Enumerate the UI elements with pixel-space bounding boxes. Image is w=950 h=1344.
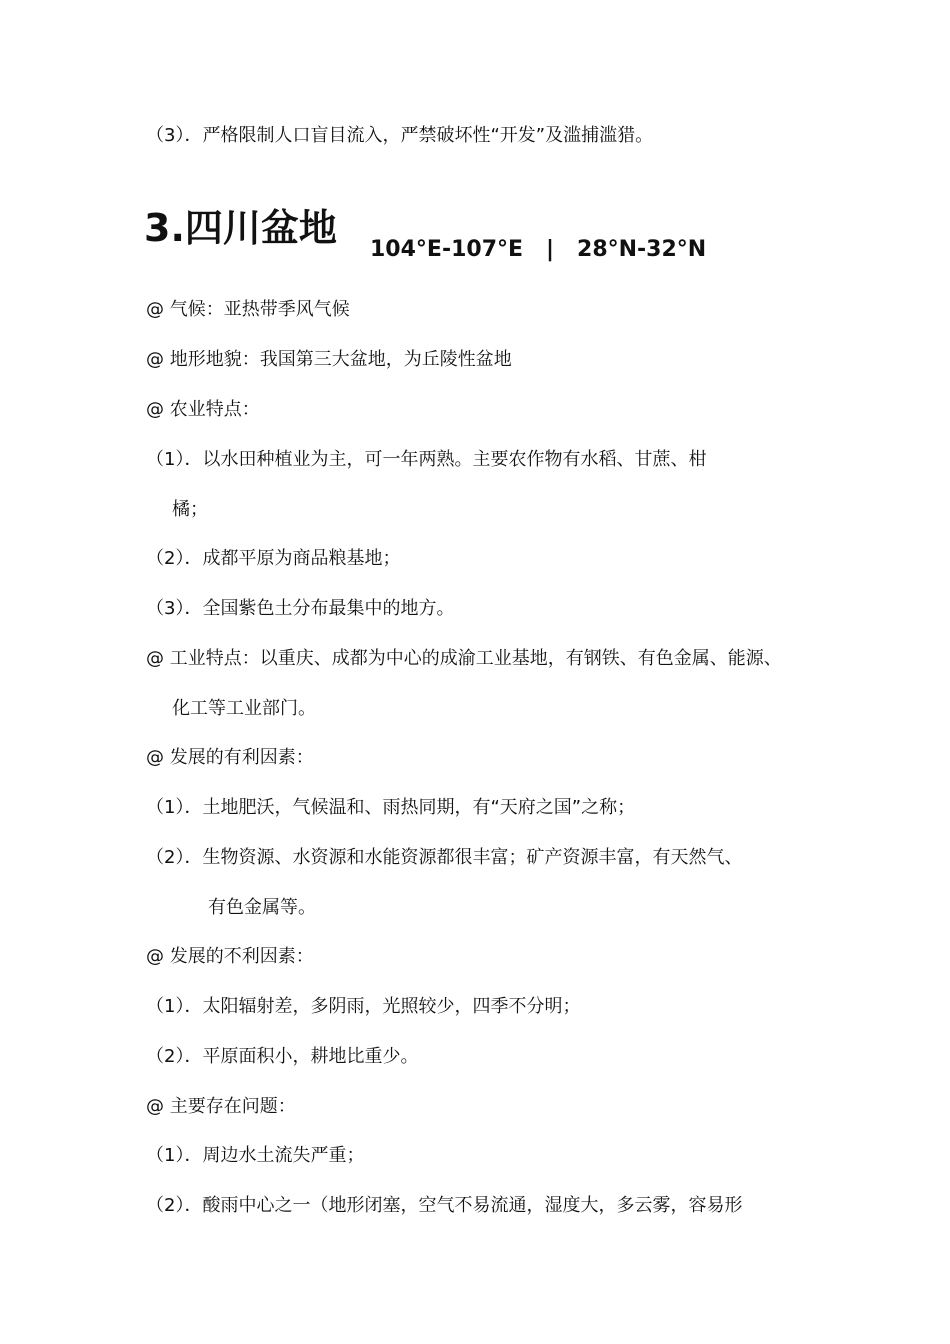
problem-item-1: （1）．周边水土流失严重； (146, 1145, 365, 1166)
agriculture-item-2: （2）．成都平原为商品粮基地； (146, 548, 401, 569)
disadvantage-item-2: （2）．平原面积小，耕地比重少。 (146, 1046, 419, 1067)
climate-line: @ 气候：亚热带季风气候 (146, 299, 350, 320)
problems-heading: @ 主要存在问题： (146, 1096, 296, 1117)
terrain-line: @ 地形地貌：我国第三大盆地，为丘陵性盆地 (146, 349, 512, 370)
agriculture-item-3: （3）．全国紫色土分布最集中的地方。 (146, 598, 455, 619)
advantage-item-2: （2）．生物资源、水资源和水能资源都很丰富；矿产资源丰富，有天然气、 (146, 847, 743, 868)
agriculture-item-1-cont: 橘； (172, 499, 208, 520)
agriculture-item-1: （1）．以水田种植业为主，可一年两熟。主要农作物有水稻、甘蔗、柑 (146, 449, 707, 470)
advantages-heading: @ 发展的有利因素： (146, 747, 314, 768)
problem-item-2: （2）．酸雨中心之一（地形闭塞，空气不易流通，湿度大，多云雾，容易形 (146, 1195, 743, 1216)
industry-line: @ 工业特点：以重庆、成都为中心的成渝工业基地，有钢铁、有色金属、能源、 (146, 648, 782, 669)
disadvantage-item-1: （1）．太阳辐射差，多阴雨，光照较少，四季不分明； (146, 996, 581, 1017)
industry-line-cont: 化工等工业部门。 (172, 698, 316, 719)
advantage-item-2-cont: 有色金属等。 (208, 897, 316, 918)
section-coordinates: 104°E-107°E | 28°N-32°N (370, 237, 707, 262)
section-title: 3.四川盆地 (144, 206, 337, 250)
text-line-intro: （3）．严格限制人口盲目流入，严禁破坏性“开发”及滥捕滥猎。 (146, 125, 654, 146)
advantage-item-1: （1）．土地肥沃，气候温和、雨热同期，有“天府之国”之称； (146, 797, 636, 818)
disadvantages-heading: @ 发展的不利因素： (146, 946, 314, 967)
agriculture-heading: @ 农业特点： (146, 399, 260, 420)
